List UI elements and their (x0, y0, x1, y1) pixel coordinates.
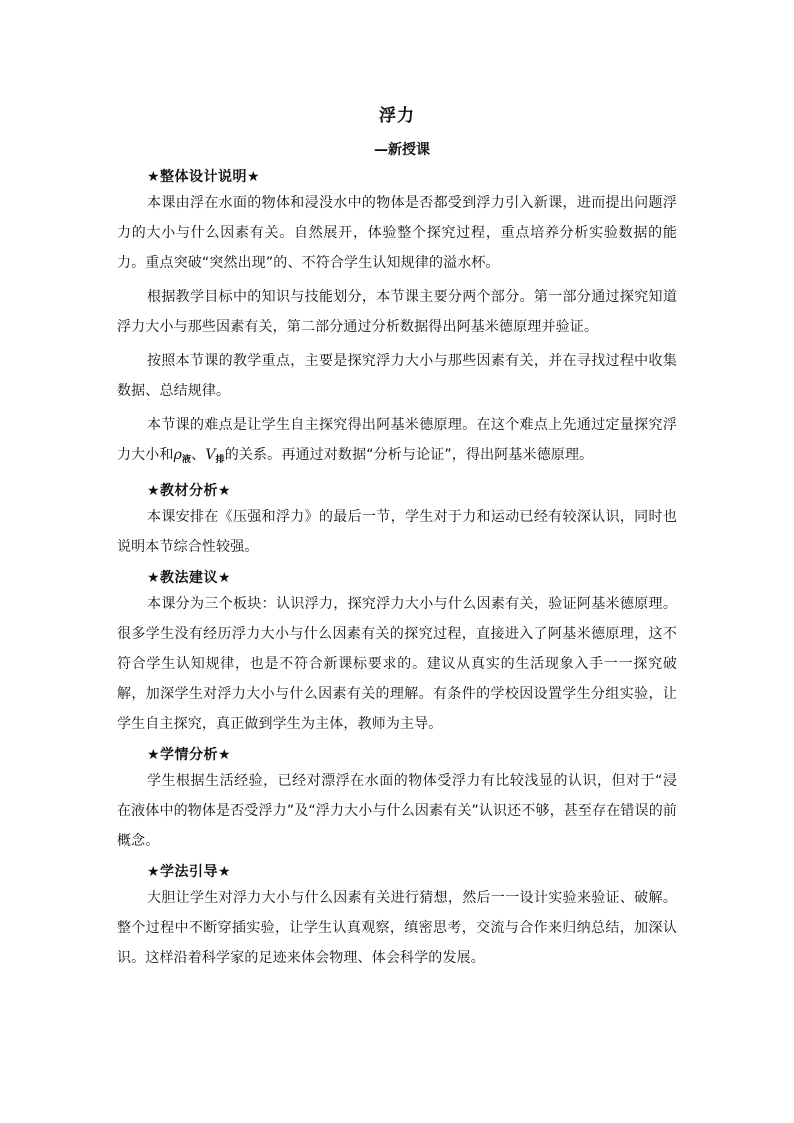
formula-separator: 、 (191, 447, 206, 463)
section-heading-learning: ★学法引导★ (147, 864, 232, 880)
section-heading-design: ★整体设计说明★ (147, 169, 261, 185)
document-subtitle: —新授课 (374, 142, 430, 158)
paragraph-design-2: 根据教学目标中的知识与技能划分，本节课主要分两个部分。第一部分通过探究知道浮力大小与那些因素有关，第二部分通过分析数据得出阿基米德原理并验证。 (117, 289, 677, 335)
formula-text-before: 本节课的难点是让学生自主探究得出阿基米德原理。在这个难点上先通过定量探究浮力大小和 (117, 417, 677, 463)
volume-symbol: V (205, 447, 216, 463)
section-heading-textbook: ★教材分析★ (147, 483, 232, 499)
formula-text-after: 的关系。再通过对数据“分析与论证”，得出阿基米德原理。 (224, 447, 594, 463)
document-body (117, 103, 677, 973)
paragraph-design-3: 按照本节课的教学重点，主要是探究浮力大小与那些因素有关，并在寻找过程中收集数据、总结规律。 (117, 353, 677, 399)
paragraph-learning-1: 大胆让学生对浮力大小与什么因素有关进行猜想，然后一一设计实验来验证、破解。整个过程中不断穿插实验，让学生认真观察，缜密思考，交流与合作来归纳总结，加深认识。这样沿着科学家的足迹来体会物理、体会科学的发展。 (117, 890, 677, 966)
document-title: 浮力 (379, 106, 415, 126)
section-heading-students: ★学情分析★ (147, 747, 232, 763)
rho-symbol: ρ (173, 447, 182, 463)
volume-subscript: 排 (215, 455, 225, 465)
rho-subscript: 液 (182, 455, 192, 465)
section-heading-teaching: ★教法建议★ (147, 570, 232, 586)
paragraph-design-4 (117, 410, 677, 475)
paragraph-students-1: 学生根据生活经验，已经对漂浮在水面的物体受浮力有比较浅显的认识，但对于“浸在液体中的物体是否受浮力”及“浮力大小与什么因素有关”认识还不够，甚至存在错误的前概念。 (117, 773, 677, 849)
paragraph-design-1: 本课由浮在水面的物体和浸没水中的物体是否都受到浮力引入新课，进而提出问题浮力的大小与什么因素有关。自然展开，体验整个探究过程，重点培养分析实验数据的能力。重点突破“突然出现”的、不符合学生认知规律的溢水杯。 (117, 195, 677, 271)
paragraph-teaching-1: 本课分为三个板块：认识浮力，探究浮力大小与什么因素有关，验证阿基米德原理。很多学生没有经历浮力大小与什么因素有关的探究过程，直接进入了阿基米德原理，这不符合学生认知规律，也是不符合新课标要求的。建议从真实的生活现象入手一一探究破解，加深学生对浮力大小与什么因素有关的理解。有条件的学校因设置学生分组实验，让学生自主探究，真正做到学生为主体，教师为主导。 (117, 596, 677, 732)
paragraph-textbook-1: 本课安排在《压强和浮力》的最后一节，学生对于力和运动已经有较深认识，同时也说明本节综合性较强。 (117, 509, 677, 555)
